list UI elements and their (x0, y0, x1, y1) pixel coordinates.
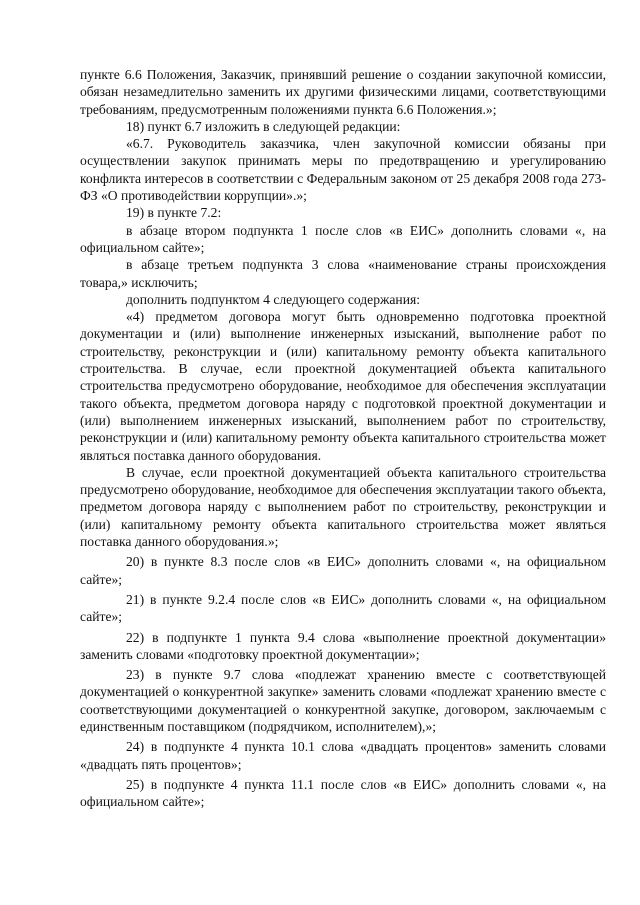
paragraph-item-21: 21) в пункте 9.2.4 после слов «в ЕИС» дополнить словами «, на официальном сайте»; (80, 591, 606, 625)
paragraph-item-23: 23) в пункте 9.7 слова «подлежат хранению вместе с соответствующей документацией о конкурентной закупке» заменить словами «подлежат хранению вместе с соответствующими документацией о конкурентной закупке, договором, заключаемым с единственным поставщиком (подрядчиком, исполнителем),»; (80, 667, 606, 734)
paragraph-item-19-sub-4-text-2: В случае, если проектной документацией объекта капитального строительства предусмотрено оборудование, необходимое для обеспечения эксплуатации такого объекта, предметом договора наряду с выполнением работ по строительству, реконструкции и (или) капитальному ремонту объекта капитального строительства может являться поставка данного оборудования.»; (80, 464, 606, 550)
paragraph-item-24: 24) в подпункте 4 пункта 10.1 слова «двадцать процентов» заменить словами «двадцать пять процентов»; (80, 739, 606, 772)
paragraph-item-19-sub-1: в абзаце втором подпункта 1 после слов «в ЕИС» дополнить словами «, на официальном сайте»; (80, 222, 606, 255)
paragraph-item-22: 22) в подпункте 1 пункта 9.4 слова «выполнение проектной документации» заменить словами «подготовку проектной документации»; (80, 629, 606, 662)
paragraph-item-19-sub-3: в абзаце третьем подпункта 3 слова «наименование страны происхождения товара,» исключить; (80, 257, 606, 290)
paragraph-item-19-sub-4: дополнить подпунктом 4 следующего содержания: (126, 291, 421, 307)
paragraph-item-25: 25) в подпункте 4 пункта 11.1 после слов «в ЕИС» дополнить словами «, на официальном сайте»; (80, 776, 606, 810)
paragraph-item-20: 20) в пункте 8.3 после слов «в ЕИС» дополнить словами «, на официальном сайте»; (80, 554, 606, 587)
paragraph-item-19: 19) в пункте 7.2: (126, 205, 222, 221)
paragraph-item-18: 18) пункт 6.7 изложить в следующей редакции: (126, 118, 401, 134)
paragraph-item-19-sub-4-text: «4) предметом договора могут быть одновременно подготовка проектной документации и (или) выполнение инженерных изысканий, выполнение работ по строительству, реконструкции и (или) капитальному ремонту объекта капитального строительства. В случае, если проектной документацией объекта капитального строительства предусмотрено оборудование, необходимое для обеспечения эксплуатации такого объекта, предметом договора наряду с подготовкой проектной документации и (или) выполнением инженерных изысканий, выполнением работ по строительству, реконструкции и (или) капитальному ремонту объекта капитального строительства может являться поставка данного оборудования. (80, 309, 606, 463)
paragraph-continuation: пункте 6.6 Положения, Заказчик, принявший решение о создании закупочной комиссии, обязан незамедлительно заменить их другими физическими лицами, соответствующими требованиям, предусмотренным положениями пункта 6.6 Положения.»; (80, 67, 606, 117)
paragraph-item-18-text: «6.7. Руководитель заказчика, член закупочной комиссии обязаны при осуществлении закупок принимать меры по предотвращению и урегулированию конфликта интересов в соответствии с Федеральным законом от 25 декабря 2008 года 273-ФЗ «О противодействии коррупции».»; (80, 136, 606, 204)
document-page (80, 66, 606, 810)
